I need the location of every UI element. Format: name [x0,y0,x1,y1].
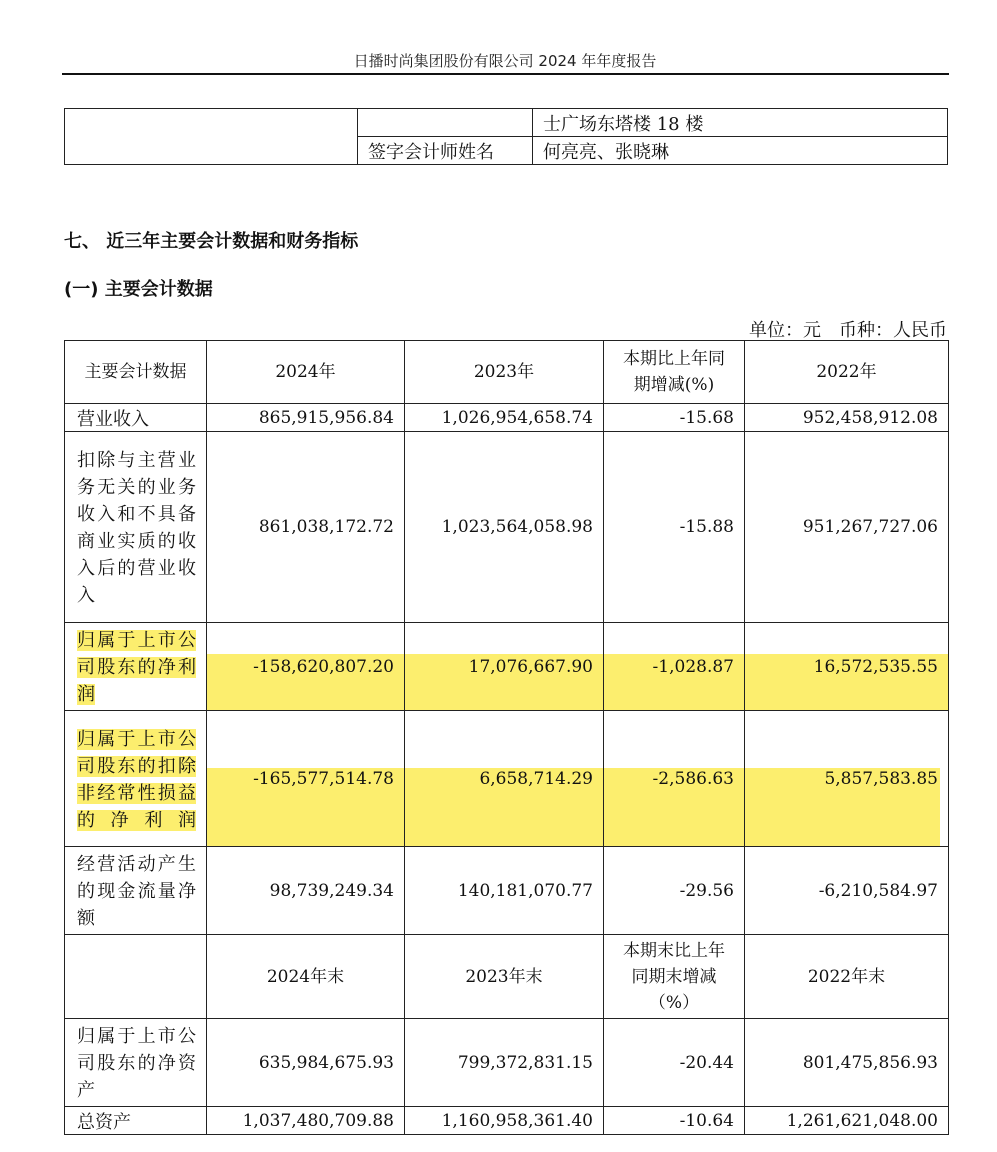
value-cell: 952,458,912.08 [745,404,949,432]
row-label: 归属于上市公司股东的扣除非经常性损益的净利润 [65,711,207,847]
header-cell [65,935,207,1019]
table-row [65,1019,949,1107]
header-cell: 2023年 [405,341,604,404]
value-cell: 98,739,249.34 [207,847,405,935]
value-cell: 865,915,956.84 [207,404,405,432]
value-cell: 635,984,675.93 [207,1019,405,1107]
value-cell: -15.88 [604,432,745,623]
value-cell: -1,028.87 [604,623,745,711]
row-label: 归属于上市公司股东的净利润 [65,623,207,711]
header-divider [62,73,949,75]
table-row [65,432,949,623]
auditor-info-table [64,108,948,165]
header-cell: 2023年末 [405,935,604,1019]
row-label: 扣除与主营业务无关的业务收入和不具备商业实质的收入后的营业收入 [65,432,207,623]
auditor-info-empty-cell [65,109,358,165]
value-cell: 6,658,714.29 [405,711,604,847]
header-cell: 2022年末 [745,935,949,1019]
value-cell: -15.68 [604,404,745,432]
auditor-address-tail: 士广场东塔楼 18 楼 [533,109,948,137]
value-cell: 1,261,621,048.00 [745,1107,949,1135]
table-header-row [65,341,949,404]
table-row-highlighted [65,711,949,847]
value-cell: 5,857,583.85 [745,711,949,847]
row-label: 营业收入 [65,404,207,432]
value-cell: -20.44 [604,1019,745,1107]
table-row [65,1107,949,1135]
header-cell: 2022年 [745,341,949,404]
value-cell: 861,038,172.72 [207,432,405,623]
table-row [65,404,949,432]
value-cell: 1,160,958,361.40 [405,1107,604,1135]
header-cell: 本期比上年同期增减(%) [604,341,745,404]
row-label: 总资产 [65,1107,207,1135]
header-cell: 本期末比上年同期末增减（%） [604,935,745,1019]
report-header-title: 日播时尚集团股份有限公司 2024 年年度报告 [353,52,657,70]
value-cell: -158,620,807.20 [207,623,405,711]
header-cell: 2024年末 [207,935,405,1019]
table-subheader-row [65,935,949,1019]
value-cell: -165,577,514.78 [207,711,405,847]
value-cell: 17,076,667.90 [405,623,604,711]
value-cell: 1,023,564,058.98 [405,432,604,623]
value-cell: -10.64 [604,1107,745,1135]
value-cell: 1,026,954,658.74 [405,404,604,432]
header-cell: 2024年 [207,341,405,404]
auditor-address-label-cell [358,109,533,137]
table-row-highlighted [65,623,949,711]
value-cell: -29.56 [604,847,745,935]
value-cell: 799,372,831.15 [405,1019,604,1107]
table-row [65,847,949,935]
signing-accountant-label: 签字会计师姓名 [358,137,533,165]
value-cell: -2,586.63 [604,711,745,847]
row-label: 归属于上市公司股东的净资产 [65,1019,207,1107]
unit-currency-note: 单位：元 币种：人民币 [749,320,947,341]
row-label: 经营活动产生的现金流量净额 [65,847,207,935]
value-cell: 16,572,535.55 [745,623,949,711]
section-subheading: (一) 主要会计数据 [64,279,213,300]
value-cell: -6,210,584.97 [745,847,949,935]
value-cell: 951,267,727.06 [745,432,949,623]
value-cell: 140,181,070.77 [405,847,604,935]
signing-accountant-names: 何亮亮、张晓琳 [533,137,948,165]
value-cell: 801,475,856.93 [745,1019,949,1107]
value-cell: 1,037,480,709.88 [207,1107,405,1135]
accounting-data-table [64,340,949,1135]
header-cell: 主要会计数据 [65,341,207,404]
section-heading: 七、 近三年主要会计数据和财务指标 [64,231,359,252]
